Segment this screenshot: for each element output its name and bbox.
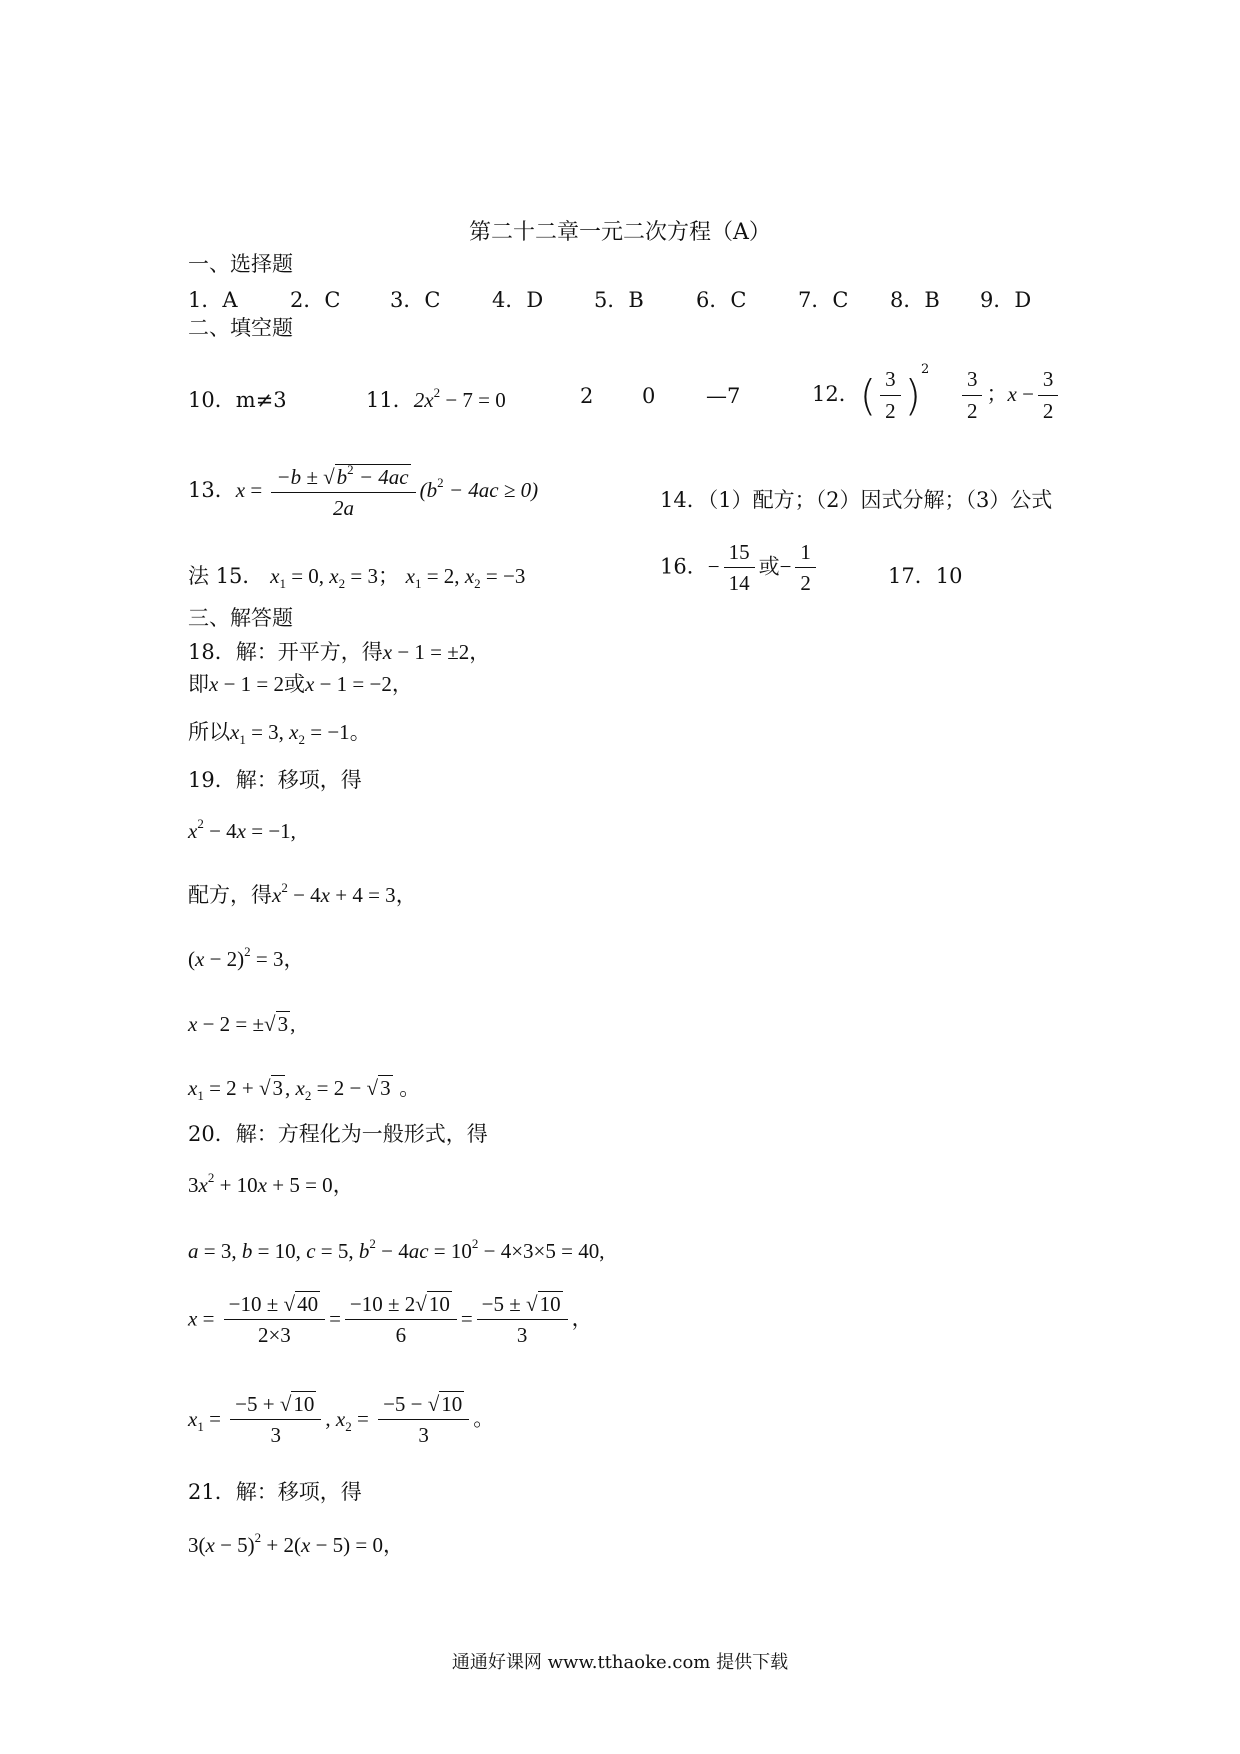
q19-line-4: $(x - 2)^2 = 3$，: [188, 944, 305, 971]
q20-line-4: x = $\frac{-10 \pm √40}{2\times 3}$ = $\frac{-10 \pm 2√10}{6}$ = $\frac{-5 \pm √10}{3}$ ，: [188, 1292, 593, 1348]
fill-q11: 11．$2x^2 - 7 = 0$: [366, 385, 506, 412]
fill-q17: 17．10: [888, 564, 963, 588]
choice-answer: 2．C: [290, 288, 341, 312]
footer-source: 通通好课网 www.tthaoke.com 提供下载: [451, 1652, 789, 1673]
q19-line-5: x − 2 = ±√3,: [188, 1012, 296, 1036]
choice-answer: 6．C: [696, 288, 747, 312]
fill-q14: 14．（1）配方；（2）因式分解；（3）公式: [660, 488, 1053, 512]
fill-q10: 10．m≠3: [188, 388, 287, 412]
q20-line-2: $3x^2 + 10x + 5 = 0$，: [188, 1170, 354, 1197]
q19-line-3: 配方，得$x^2 - 4x + 4 = 3$，: [188, 880, 417, 907]
choice-answer: 9．D: [980, 288, 1032, 312]
fill-q12: 12．( $\frac{3}{2}$ )$^2$ $\frac{3}{2}$ ；x − $\frac{3}{2}$: [812, 362, 1062, 424]
fill-q11-b: 0: [642, 384, 656, 408]
choice-answer: 3．C: [390, 288, 441, 312]
q18-line-2: 即x − 1 = 2或x − 1 = −2，: [188, 672, 413, 696]
section-solve-heading: 三、解答题: [188, 606, 293, 630]
fill-q11-a: 2: [580, 384, 594, 408]
choice-answer: 8．B: [890, 288, 940, 312]
q21-line-1: 21．解：移项，得: [188, 1480, 362, 1504]
fill-q16: 16．− $\frac{15}{14}$ 或− $\frac{1}{2}$: [660, 540, 820, 596]
q18-line-3: 所以$x_1 = 3$, $x_2 = -1$。: [188, 720, 371, 747]
q19-line-2: $x^2 - 4x = -1$,: [188, 816, 296, 843]
section-fill-heading: 二、填空题: [188, 316, 293, 340]
q19-line-1: 19．解：移项，得: [188, 768, 362, 792]
choice-answer: 7．C: [798, 288, 849, 312]
q20-line-3: a = 3, b = 10, c = 5, $b^2 - 4ac = 10^2 - 4\times 3\times 5 = 40$,: [188, 1236, 605, 1263]
fill-q15: 法 15． $x_1 = 0$, $x_2 = 3$； $x_1 = 2$, $x_2 = -3$: [188, 564, 526, 591]
fill-q13: 13．x = $\frac{-b \pm √b^2 - 4ac}{2a}$ $(b^2 - 4ac \ge 0)$: [188, 462, 539, 521]
q20-line-1: 20．解：方程化为一般形式，得: [188, 1122, 488, 1146]
choice-answer: 5．B: [594, 288, 644, 312]
section-choice-heading: 一、选择题: [188, 252, 293, 276]
choice-answer: 4．D: [492, 288, 544, 312]
q19-line-6: $x_1 = 2 + √3$, $x_2 = 2 - √3$ 。: [188, 1076, 421, 1103]
q20-line-5: $x_1$ = $\frac{-5 + √10}{3}$ , $x_2$ = $\frac{-5 - √10}{3}$ 。: [188, 1392, 495, 1448]
fill-q11-c: —7: [706, 384, 741, 408]
q21-line-2: $3(x - 5)^2 + 2(x - 5) = 0$，: [188, 1530, 405, 1557]
page-title: 第二十二章一元二次方程（A）: [469, 220, 771, 245]
q18-line-1: 18．解：开平方，得x − 1 = ±2，: [188, 640, 491, 664]
choice-answer: 1．A: [188, 288, 238, 312]
